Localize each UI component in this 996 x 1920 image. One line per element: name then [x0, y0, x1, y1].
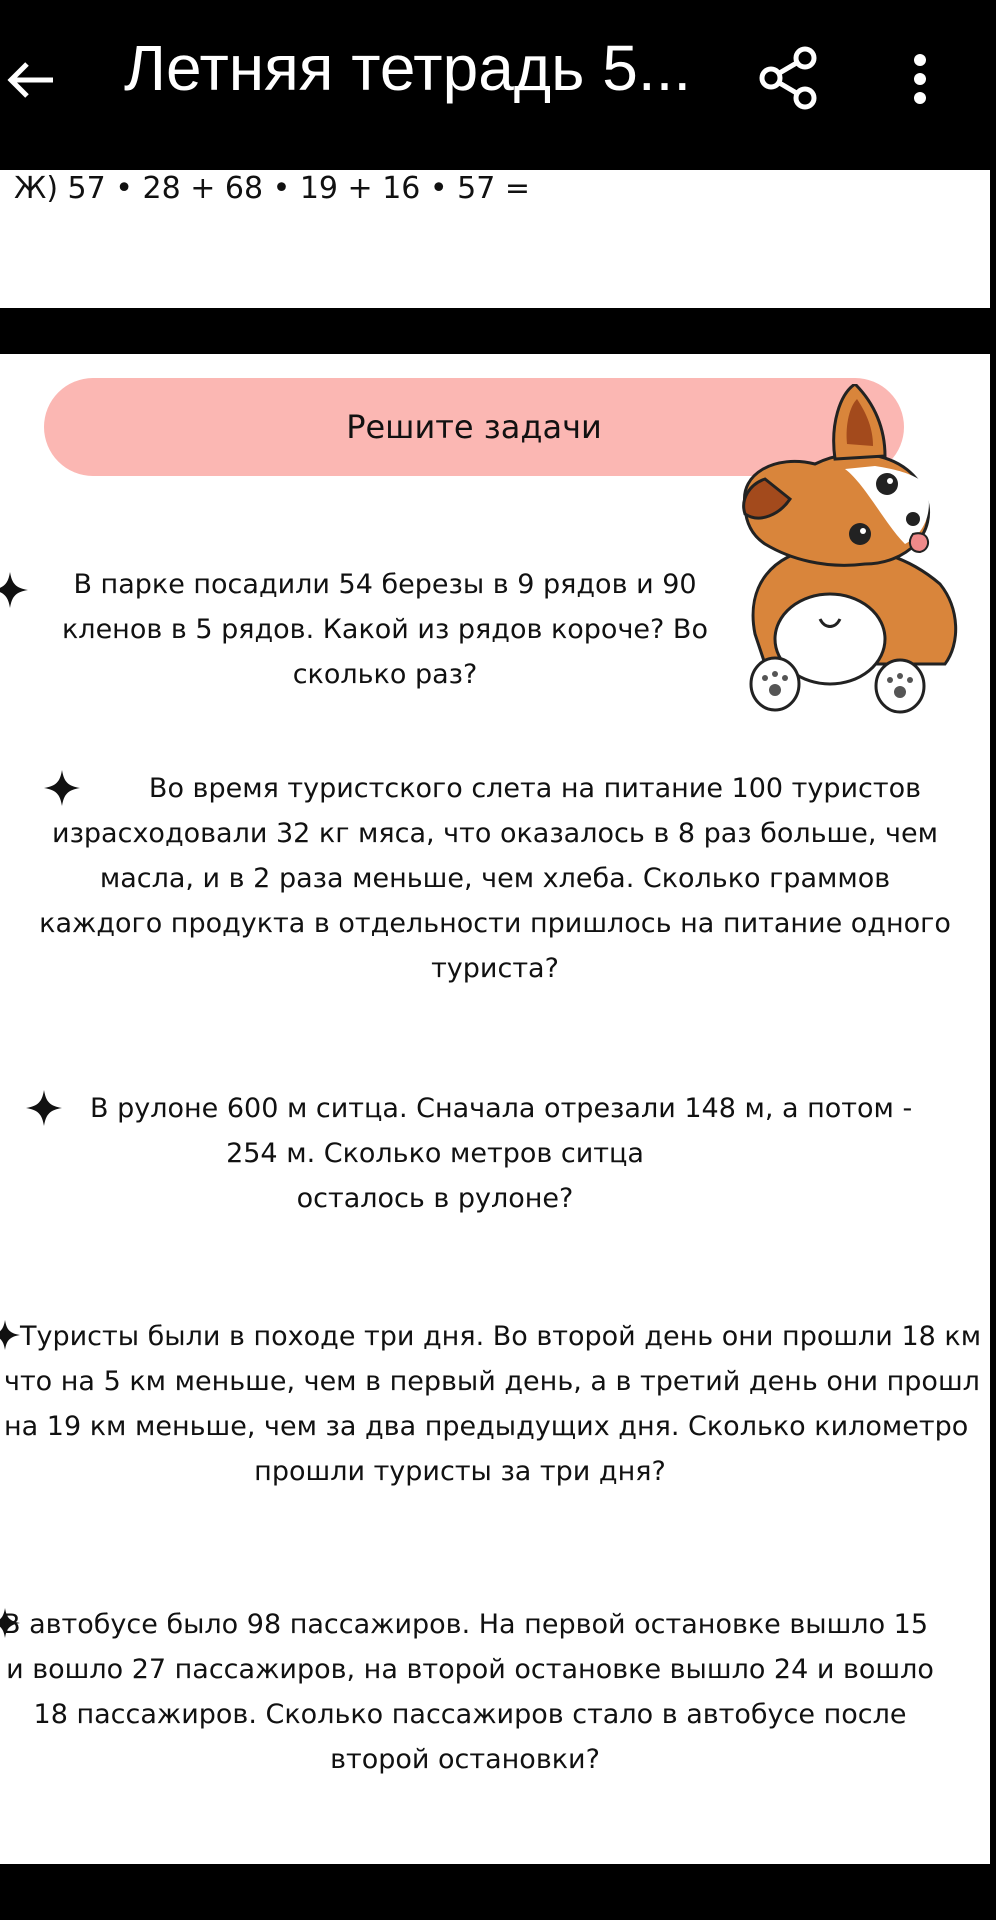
- document-page-previous: [0, 170, 990, 308]
- task-line: 254 м. Сколько метров ситца: [226, 1138, 644, 1169]
- arrow-left-icon: [5, 60, 55, 100]
- task-line: масла, и в 2 раза меньше, чем хлеба. Сколько граммов: [99, 863, 891, 894]
- task-line: В автобусе было 98 пассажиров. На первой остановке вышло 15: [1, 1609, 929, 1640]
- app-bar: [0, 0, 996, 170]
- share-icon: [755, 42, 821, 114]
- task-1: [40, 562, 730, 697]
- task-line: Во время туристского слета на питание 100 туристов: [148, 773, 922, 804]
- task-line: В рулоне 600 м ситца. Сначала отрезали 148 м, а потом -: [90, 1093, 913, 1124]
- more-options-button[interactable]: [898, 42, 942, 114]
- task-line: туриста?: [431, 953, 559, 984]
- back-button[interactable]: [0, 40, 60, 120]
- task-line: Туристы были в походе три дня. Во второй день они прошли 18 км: [20, 1321, 982, 1352]
- task-3: [20, 1086, 996, 1221]
- task-line: осталось в рулоне?: [296, 1183, 574, 1214]
- task-line: кленов в 5 рядов. Какой из рядов короче? Во: [62, 614, 708, 645]
- task-line: на 19 км меньше, чем за два предыдущих дня. Сколько километро: [4, 1411, 969, 1442]
- task-line: В парке посадили 54 березы в 9 рядов и 90: [73, 569, 697, 600]
- equation-text: Ж) 57 • 28 + 68 • 19 + 16 • 57 =: [14, 171, 530, 206]
- task-line: каждого продукта в отдельности пришлось на питание одного: [39, 908, 951, 939]
- more-vert-icon: [898, 42, 942, 114]
- document-page: [0, 354, 990, 1864]
- task-line: что на 5 км меньше, чем в первый день, а в третий день они прошл: [4, 1366, 980, 1397]
- corgi-illustration: [735, 384, 965, 714]
- task-line: 18 пассажиров. Сколько пассажиров стало в автобусе после: [33, 1699, 907, 1730]
- task-line: второй остановки?: [330, 1744, 600, 1775]
- task-line: и вошло 27 пассажиров, на второй остановке вышло 24 и вошло: [6, 1654, 934, 1685]
- banner-title: Решите задачи: [346, 408, 602, 446]
- share-button[interactable]: [755, 42, 821, 114]
- task-line: израсходовали 32 кг мяса, что оказалось в 8 раз больше, чем: [52, 818, 938, 849]
- task-4: [0, 1314, 990, 1494]
- task-line: прошли туристы за три дня?: [254, 1456, 666, 1487]
- task-2: [0, 766, 990, 991]
- task-5: [0, 1602, 990, 1782]
- task-line: сколько раз?: [292, 659, 478, 690]
- star-bullet-icon: [0, 572, 28, 608]
- document-title: Летняя тетрадь 5...: [124, 32, 692, 104]
